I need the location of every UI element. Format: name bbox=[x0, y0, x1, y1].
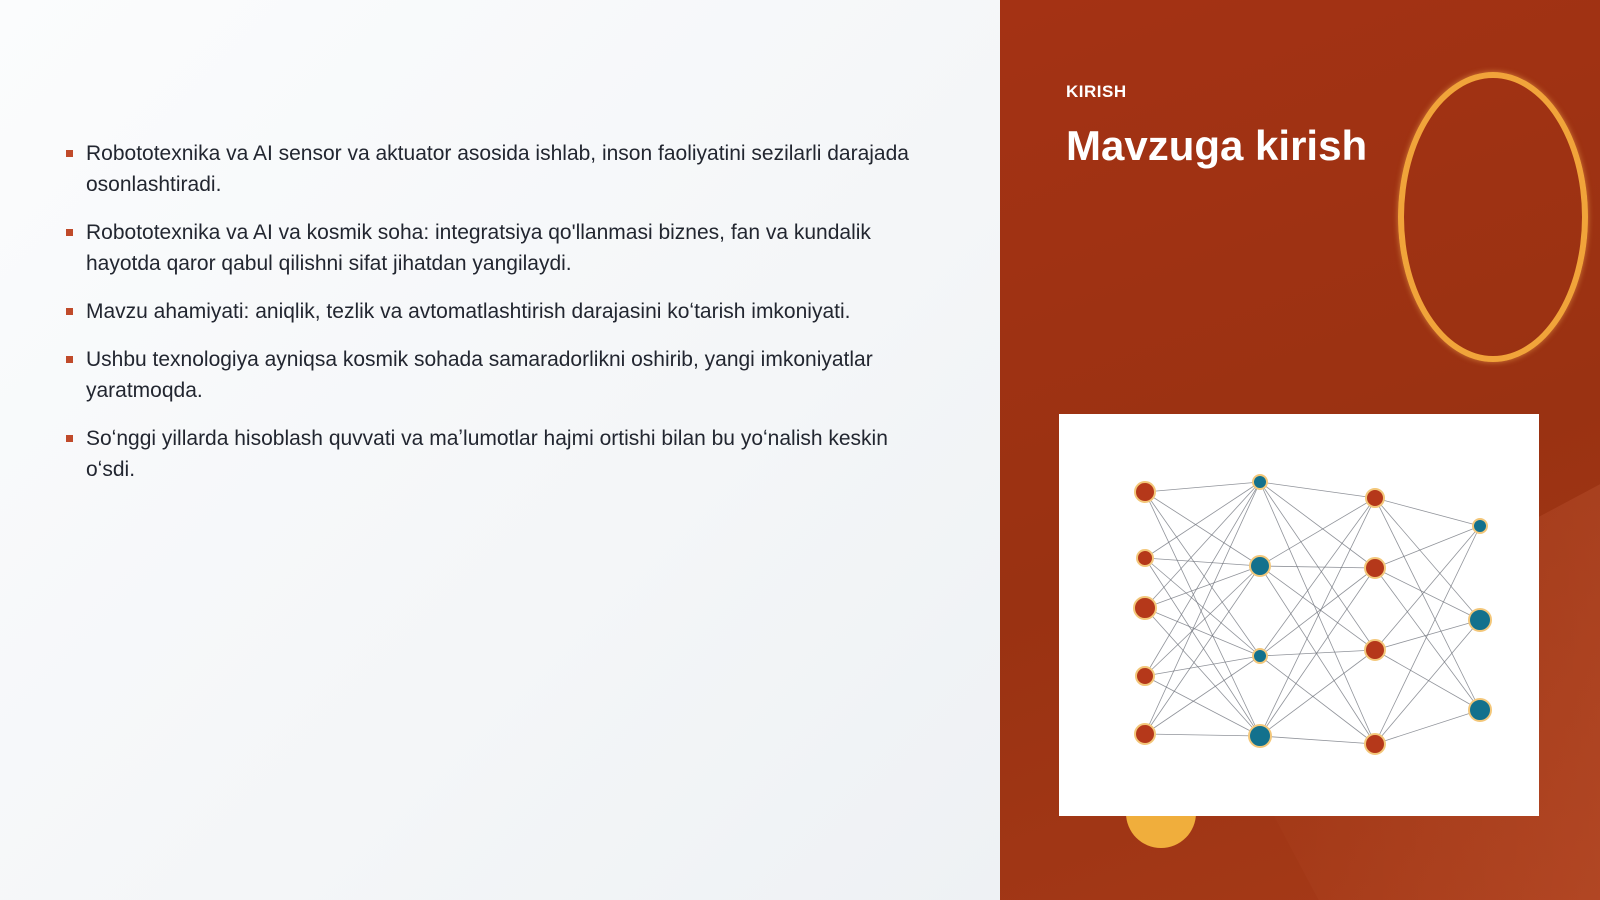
accent-panel bbox=[1000, 0, 1600, 900]
network-edge bbox=[1375, 526, 1480, 650]
neural-network-graphic bbox=[1059, 414, 1539, 816]
network-node bbox=[1137, 550, 1153, 566]
bullet-square-icon bbox=[66, 308, 73, 315]
network-edge bbox=[1145, 482, 1260, 492]
network-edge bbox=[1145, 482, 1260, 608]
network-node bbox=[1366, 489, 1384, 507]
bullet-item bbox=[66, 423, 936, 485]
network-edge bbox=[1145, 492, 1260, 656]
network-edge bbox=[1260, 650, 1375, 736]
bullet-text: Robototexnika va AI va kosmik soha: integratsiya qo'llanmasi biznes, fan va kundalik hayotda qaror qabul qilishni sifat jihatdan yangilaydi. bbox=[86, 221, 871, 275]
network-edge bbox=[1260, 482, 1375, 498]
network-node bbox=[1473, 519, 1487, 533]
network-edge bbox=[1375, 650, 1480, 710]
network-node bbox=[1365, 640, 1385, 660]
network-node bbox=[1135, 482, 1155, 502]
section-kicker: KIRISH bbox=[1066, 82, 1127, 101]
network-edge bbox=[1145, 608, 1260, 736]
network-edge bbox=[1375, 526, 1480, 568]
bullet-item bbox=[66, 138, 936, 200]
network-node bbox=[1365, 558, 1385, 578]
network-edge bbox=[1260, 482, 1375, 568]
bullet-square-icon bbox=[66, 150, 73, 157]
network-node bbox=[1365, 734, 1385, 754]
network-edge bbox=[1260, 568, 1375, 656]
bullet-item bbox=[66, 217, 936, 279]
bullet-item bbox=[66, 296, 936, 327]
bullet-text: Soʻnggi yillarda hisoblash quvvati va maʼlumotlar hajmi ortishi bilan bu yoʻnalish keskin oʻsdi. bbox=[86, 427, 888, 481]
bullet-square-icon bbox=[66, 435, 73, 442]
network-node bbox=[1135, 724, 1155, 744]
bullet-square-icon bbox=[66, 229, 73, 236]
network-edge bbox=[1145, 566, 1260, 676]
network-edge bbox=[1375, 710, 1480, 744]
network-edge bbox=[1375, 498, 1480, 710]
network-edge bbox=[1375, 568, 1480, 620]
network-edge bbox=[1145, 656, 1260, 734]
bullet-text: Robototexnika va AI sensor va aktuator asosida ishlab, inson faoliyatini sezilarli darajada osonlashtiradi. bbox=[86, 142, 909, 196]
network-edge bbox=[1145, 676, 1260, 736]
bullet-text: Mavzu ahamiyati: aniqlik, tezlik va avtomatlashtirish darajasini koʻtarish imkoniyati. bbox=[86, 300, 851, 323]
network-node bbox=[1253, 649, 1267, 663]
network-node bbox=[1469, 699, 1491, 721]
network-node bbox=[1469, 609, 1491, 631]
network-node bbox=[1250, 556, 1270, 576]
network-node bbox=[1134, 597, 1156, 619]
network-edge bbox=[1260, 736, 1375, 744]
network-edge bbox=[1260, 566, 1375, 650]
network-edge bbox=[1145, 558, 1260, 566]
neural-network-image bbox=[1059, 414, 1539, 816]
network-edges bbox=[1145, 482, 1480, 744]
network-edge bbox=[1145, 734, 1260, 736]
network-node bbox=[1136, 667, 1154, 685]
bullet-text: Ushbu texnologiya ayniqsa kosmik sohada samaradorlikni oshirib, yangi imkoniyatlar yaratmoqda. bbox=[86, 348, 873, 402]
bullet-list bbox=[66, 138, 936, 502]
decorative-ring-icon bbox=[1398, 72, 1588, 362]
network-edge bbox=[1260, 498, 1375, 566]
bullet-item bbox=[66, 344, 936, 406]
network-node bbox=[1253, 475, 1267, 489]
network-edge bbox=[1375, 498, 1480, 526]
slide-title: Mavzuga kirish bbox=[1066, 122, 1368, 169]
bullet-square-icon bbox=[66, 356, 73, 363]
network-node bbox=[1249, 725, 1271, 747]
